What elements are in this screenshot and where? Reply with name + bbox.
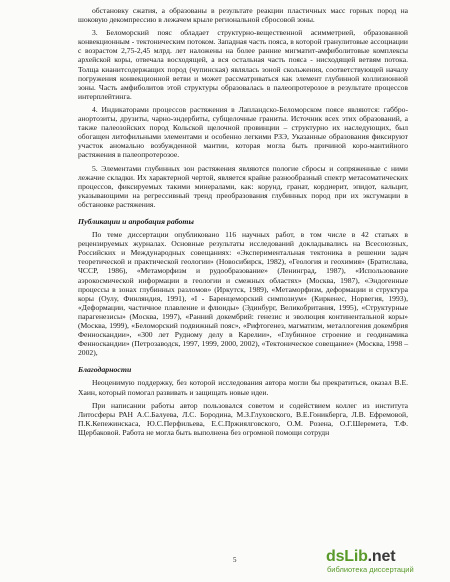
paragraph-thanks-2: При написании работы автор пользовался советом и содействием коллег из института Литосферы РАН А.С.Балуева, Л.С. Бородина, М.З.Глуховского, В.Е.Гоникберга, Л.В. Ефремовой, П.К.Кепежинскаса, Ю.С.Перфильева, Е.С.Пржиялговского, О.М. Розена, О.Г.Шеремета, Т.Ф. Щербаковой. Работа не могла быть выполнена без огромной помощи сотрудн (78, 400, 408, 437)
section-title-thanks: Благодарности (78, 365, 132, 375)
watermark[interactable] (326, 548, 444, 578)
watermark-logo (326, 548, 395, 565)
page-content (78, 6, 408, 437)
page-number: 5 (233, 556, 237, 564)
section-title-publications: Публикации и апробация работы (78, 216, 194, 226)
paragraph-thanks-1: Неоценимую поддержку, без которой исследования автора могли бы прекратиться, оказал В.Е. Хаин, который помогал развивать и защищать новые идеи. (78, 378, 408, 397)
paragraph-point-4: 4. Индикаторами процессов растяжения в Лапландско-Беломорском поясе являются: габбро-анортозиты, друзиты, чарно-эндербиты, субщелочные граниты. Источник всех этих образований, а также палеозойских пород Кольской щелочной провинции – структурно их наследующих, был обогащен литофильными элементами и особенно легкими РЗЭ, Указанные образования фиксируют участок аномально возбужденной мантии, которая могла быть причиной коро-мантийного растяжения в палеопротерозое. (78, 104, 408, 160)
watermark-subtitle: библиотека диссертаций (327, 565, 414, 574)
paragraph-publications: По теме диссертации опубликовано 116 научных работ, в том числе в 42 статьях в рецензируемых журналах. Основные результаты исследований докладывались на Всесоюзных, Российских и Международных совещаниях: «Экспериментальная тектоника в решении задач теоретической и практической геологии» (Новосибирск, 1982), «Геология и геохимия» (Братислава, ЧССР, 1986), «Метаморфизм и рудообразование» (Ленинград, 1987), «Использование аэрокосмической информации в геологии и смежных областях» (Москва, 1987), «Эндогенные процессы в зонах глубинных разломов» (Иркутск, 1989), «Метаморфизм, деформации и структура коры (Оулу, Финляндия, 1991), «I - Баренцеморский симпозиум» (Киркенес, Норвегия, 1993), «Деформации, частичное плавление и флюиды» (Эдинбург, Великобритания, 1995), «Структурные парагенезисы» (Москва, 1997), «Ранний докембрий: генезис и эволюция континентальной коры» (Москва, 1999), «Беломорский подвижный пояс», «Рифтогенез, магматизм, металлогения докембрия Фенноскандии», «300 лет Рудному делу в Карелии», «Глубинное строение и геодинамика Фенноскандии» (Петрозаводск, 1997, 1999, 2000, 2002), «Тектоническое совещание» (Москва, 1998 – 2002), (78, 230, 408, 358)
watermark-logo-domain: .net (367, 548, 396, 565)
paragraph-point-3: 3. Беломорский пояс обладает структурно-вещественной асимметрией, образованной конвекционным - тектоническим потоком. Западная часть пояса, в которой гранулитовые ассоциации с возрастом 2,75-2,45 млрд. лет наложены на более ранние мигматит-амфиболитовые комплексы архейской коры, отвечала восходящей, а вся остальная часть пояса - нисходящей ветвям потока. Толща кианитсодержащих пород (чупинская) являлась зоной скольжения, соответствующей началу погружения конвекционной ветви и может рассматриваться как элемент глубинной коллизионной зоны. Часть амфиболитов этой структуры образовалась в палеопротерозое в результате процессов интерплейтинга. (78, 28, 408, 101)
paragraph-point-5: 5. Элементами глубинных зон растяжения являются пологие сбросы и сопряженные с ними лежачие складки. Их характерной чертой, является крайне разнообразный спектр метасоматических процессов, фиксируемых такими минералами, как: корунд, гранат, кордиерит, эпидот, кальцит, указывающими на регрессивный тренд преобразования глубинных пород при их эксгумации в обстановке растяжения. (78, 163, 408, 209)
paragraph-intro: обстановку сжатия, а образованы в результате реакции пластичных масс горных пород на шоковую декомпрессию в лежачем крыле региональной сбросовой зоны. (78, 6, 408, 25)
watermark-logo-main: dsLib (326, 548, 368, 565)
